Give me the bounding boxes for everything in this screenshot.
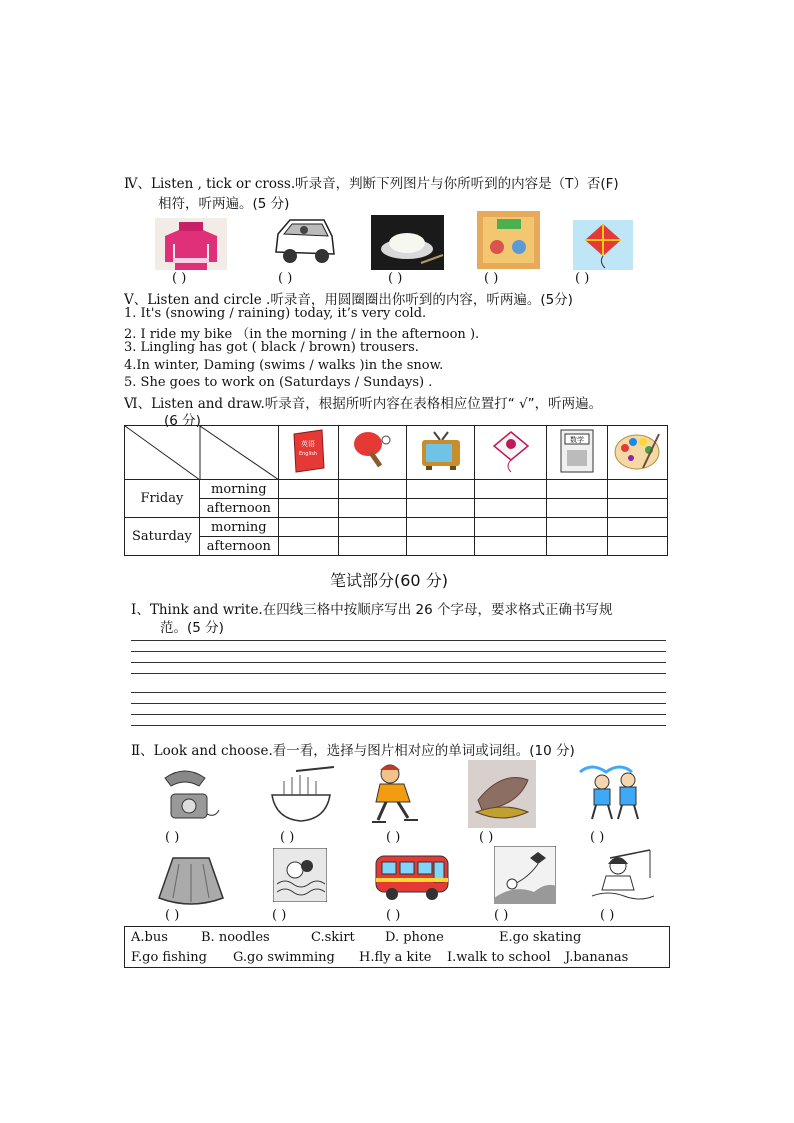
- kite-icon-cell: [475, 426, 547, 480]
- answer-paren[interactable]: ( ): [278, 271, 293, 286]
- writing-lines-2[interactable]: [131, 692, 666, 732]
- answer-paren[interactable]: ( ): [479, 830, 494, 845]
- sectionI-title-cn: 在四线三格中按顺序写出 26 个字母，要求格式正确书写规: [262, 602, 613, 618]
- question-line: 2. I ride my bike （in the morning / in the afternoon ).: [124, 327, 480, 342]
- skirt-picture: [155, 852, 227, 908]
- answer-paren[interactable]: ( ): [494, 908, 509, 923]
- time-morning: morning: [199, 518, 278, 537]
- sectionI-title-en: Ⅰ、Think and write.: [131, 602, 263, 618]
- tick-cell[interactable]: [278, 499, 338, 518]
- car-picture: [268, 212, 338, 270]
- answer-paren[interactable]: ( ): [386, 908, 401, 923]
- english-book-icon-cell: [278, 426, 338, 480]
- palette-icon-cell: [608, 426, 668, 480]
- answer-paren[interactable]: ( ): [386, 830, 401, 845]
- written-part-title: 笔试部分(60 分): [330, 571, 448, 590]
- section6-title-en: Ⅵ、Listen and draw.: [124, 396, 265, 412]
- timetable-grid: [124, 425, 668, 556]
- section4-title-en: Ⅳ、Listen , tick or cross.: [124, 176, 296, 192]
- section4-title-cn: 听录音，判断下列图片与你所听到的内容是（T）否(F): [295, 176, 619, 192]
- tick-cell[interactable]: [475, 499, 547, 518]
- section5-title-cn: 听录音，用圆圈圈出你听到的内容，听两遍。(5分): [270, 292, 573, 308]
- word-bank-box: [124, 926, 670, 968]
- tick-cell[interactable]: [475, 518, 547, 537]
- question-line: 4.In winter, Daming (swims / walks )in the snow.: [124, 358, 444, 373]
- time-morning: morning: [199, 480, 278, 499]
- tick-cell[interactable]: [338, 499, 407, 518]
- choice-item: D. phone: [385, 930, 444, 945]
- answer-paren[interactable]: ( ): [484, 271, 499, 286]
- answer-paren[interactable]: ( ): [165, 830, 180, 845]
- choice-item: A.bus: [131, 930, 168, 945]
- walk-to-school-picture: [576, 758, 656, 826]
- sectionII-title: [131, 739, 575, 759]
- sweater-picture: [155, 218, 227, 270]
- english-book-icon: [286, 428, 330, 474]
- question-line: 5. She goes to work on (Saturdays / Sundays) .: [124, 375, 433, 390]
- day-saturday: Saturday: [125, 518, 200, 556]
- tick-cell[interactable]: [407, 499, 475, 518]
- answer-paren[interactable]: ( ): [165, 908, 180, 923]
- time-afternoon: afternoon: [199, 499, 278, 518]
- sectionII-title-en: Ⅱ、Look and choose.: [131, 743, 273, 759]
- section6-score: (6 分): [164, 413, 201, 429]
- sectionII-title-cn: 看一看，选择与图片相对应的单词或词组。(10 分): [272, 743, 575, 759]
- diagonal-lines: [125, 426, 279, 480]
- tick-cell[interactable]: [338, 480, 407, 499]
- skating-girl-picture: [366, 762, 426, 830]
- math-book-icon-cell: [547, 426, 608, 480]
- tick-cell[interactable]: [608, 537, 668, 556]
- tick-cell[interactable]: [338, 537, 407, 556]
- swimming-picture: [273, 848, 327, 902]
- tv-icon-cell: [407, 426, 475, 480]
- answer-paren[interactable]: ( ): [172, 271, 187, 286]
- tick-cell[interactable]: [608, 480, 668, 499]
- bananas-picture: [468, 760, 536, 828]
- header-diagonal-cell: [125, 426, 279, 480]
- answer-paren[interactable]: ( ): [575, 271, 590, 286]
- tick-cell[interactable]: [407, 537, 475, 556]
- kite-picture: [573, 220, 633, 270]
- kite-icon: [488, 428, 534, 474]
- choice-item: J.bananas: [565, 950, 629, 965]
- noodles-picture: [266, 765, 336, 827]
- tick-cell[interactable]: [475, 537, 547, 556]
- bus-picture: [372, 850, 452, 904]
- writing-lines-1[interactable]: [131, 640, 666, 680]
- english-book-label: 英语: [301, 439, 316, 448]
- choice-item: I.walk to school: [447, 950, 551, 965]
- answer-paren[interactable]: ( ): [590, 830, 605, 845]
- day-friday: Friday: [125, 480, 200, 518]
- tick-cell[interactable]: [407, 480, 475, 499]
- section4-title-cont: 相符，听两遍。(5 分): [158, 196, 290, 212]
- fly-kite-picture: [494, 846, 556, 904]
- tick-cell[interactable]: [547, 480, 608, 499]
- time-afternoon: afternoon: [199, 537, 278, 556]
- choice-item: F.go fishing: [131, 950, 207, 965]
- section5-title-en: Ⅴ、Listen and circle .: [124, 292, 271, 308]
- section4-title: [124, 172, 619, 192]
- tick-cell[interactable]: [608, 499, 668, 518]
- question-line: 3. Lingling has got ( black / brown) trousers.: [124, 340, 419, 355]
- tick-cell[interactable]: [547, 518, 608, 537]
- section6-title-cn: 听录音，根据所听内容在表格相应位置打“ √”，听两遍。: [264, 396, 603, 412]
- answer-paren[interactable]: ( ): [600, 908, 615, 923]
- choice-item: H.fly a kite: [359, 950, 432, 965]
- answer-paren[interactable]: ( ): [388, 271, 403, 286]
- tick-cell[interactable]: [407, 518, 475, 537]
- phone-picture: [155, 768, 225, 828]
- english-book-sub: English: [299, 450, 318, 457]
- ping-pong-icon: [350, 428, 396, 474]
- tick-cell[interactable]: [338, 518, 407, 537]
- tv-icon: [418, 428, 464, 474]
- sectionI-title: [131, 598, 613, 618]
- rice-picture: [371, 215, 444, 270]
- section5-title: [124, 288, 573, 308]
- tick-cell[interactable]: [475, 480, 547, 499]
- choice-item: C.skirt: [311, 930, 355, 945]
- chinese-book-picture: [477, 211, 540, 269]
- tick-cell[interactable]: [547, 537, 608, 556]
- tick-cell[interactable]: [278, 518, 338, 537]
- tick-cell[interactable]: [547, 499, 608, 518]
- paint-palette-icon: [613, 428, 663, 474]
- answer-paren[interactable]: ( ): [280, 830, 295, 845]
- choice-item: B. noodles: [201, 930, 270, 945]
- choice-item: E.go skating: [499, 930, 582, 945]
- sectionI-title-cont: 范。(5 分): [160, 620, 224, 636]
- tick-cell[interactable]: [608, 518, 668, 537]
- math-book-icon: [555, 428, 599, 474]
- fishing-picture: [590, 848, 656, 904]
- question-line: 1. It's (snowing / raining) today, it’s very cold.: [124, 306, 427, 321]
- math-book-label: 数学: [570, 435, 585, 444]
- choice-item: G.go swimming: [233, 950, 335, 965]
- ping-pong-icon-cell: [338, 426, 407, 480]
- tick-cell[interactable]: [278, 480, 338, 499]
- tick-cell[interactable]: [278, 537, 338, 556]
- answer-paren[interactable]: ( ): [272, 908, 287, 923]
